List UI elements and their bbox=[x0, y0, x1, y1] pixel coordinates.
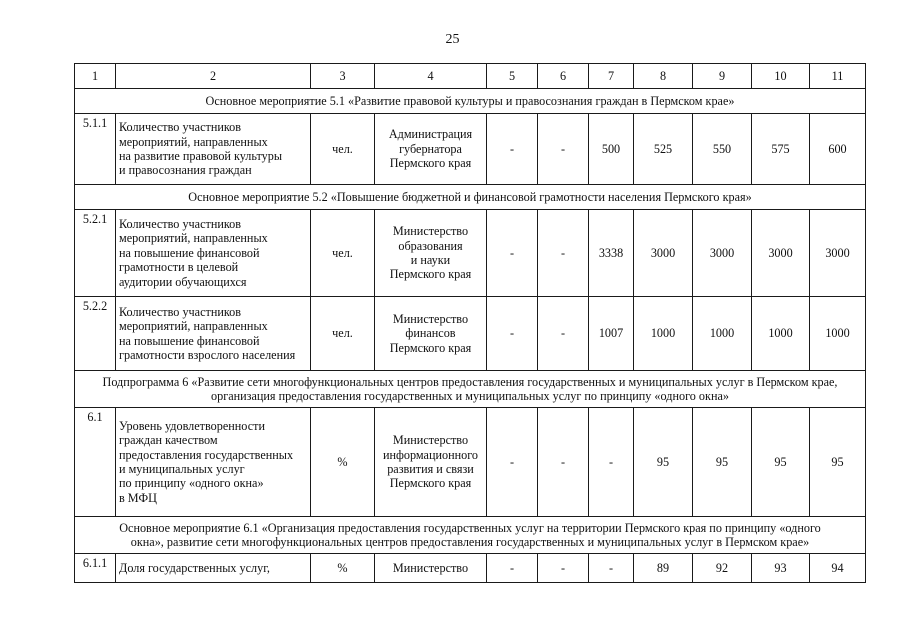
column-number-cell: 9 bbox=[693, 64, 752, 89]
value-cell: 92 bbox=[693, 554, 752, 583]
value-cell: - bbox=[589, 554, 634, 583]
column-number-cell: 11 bbox=[810, 64, 866, 89]
responsible-org: Министерство bbox=[375, 554, 487, 583]
column-number-cell: 6 bbox=[538, 64, 589, 89]
value-cell: 3000 bbox=[810, 210, 866, 297]
value-cell: 1000 bbox=[634, 297, 693, 371]
column-number-cell: 2 bbox=[116, 64, 311, 89]
row-number: 5.1.1 bbox=[75, 114, 116, 185]
column-number-cell: 1 bbox=[75, 64, 116, 89]
row-number: 6.1 bbox=[75, 408, 116, 517]
responsible-org: Министерство информационного развития и связи Пермского края bbox=[375, 408, 487, 517]
row-number: 5.2.2 bbox=[75, 297, 116, 371]
value-cell: - bbox=[538, 210, 589, 297]
value-cell: 3000 bbox=[752, 210, 810, 297]
section-title: Основное мероприятие 6.1 «Организация предоставления государственных услуг на территории Пермского края по принципу «одного окна», развитие сети многофункциональных центров предоставления государственных и муниципальных услуг в Пермском крае» bbox=[75, 517, 866, 554]
value-cell: 575 bbox=[752, 114, 810, 185]
value-cell: - bbox=[487, 554, 538, 583]
table-row bbox=[75, 408, 866, 517]
unit-cell: чел. bbox=[311, 210, 375, 297]
row-number: 6.1.1 bbox=[75, 554, 116, 583]
section-title: Подпрограмма 6 «Развитие сети многофункциональных центров предоставления государственных и муниципальных услуг в Пермском крае, организация предоставления государственных и муниципальных услуг по принципу «одного окна» bbox=[75, 371, 866, 408]
column-number-cell: 10 bbox=[752, 64, 810, 89]
indicators-table bbox=[74, 63, 866, 583]
indicator-name: Количество участников мероприятий, направленных на повышение финансовой грамотности взрослого населения bbox=[116, 297, 311, 371]
section-row bbox=[75, 89, 866, 114]
column-number-cell: 4 bbox=[375, 64, 487, 89]
section-title: Основное мероприятие 5.1 «Развитие правовой культуры и правосознания граждан в Пермском крае» bbox=[75, 89, 866, 114]
column-number-cell: 8 bbox=[634, 64, 693, 89]
value-cell: 1007 bbox=[589, 297, 634, 371]
value-cell: 525 bbox=[634, 114, 693, 185]
value-cell: - bbox=[487, 114, 538, 185]
responsible-org: Министерство образования и науки Пермского края bbox=[375, 210, 487, 297]
value-cell: - bbox=[487, 408, 538, 517]
row-number: 5.2.1 bbox=[75, 210, 116, 297]
unit-cell: чел. bbox=[311, 297, 375, 371]
value-cell: 3000 bbox=[634, 210, 693, 297]
indicator-name: Доля государственных услуг, bbox=[116, 554, 311, 583]
value-cell: 600 bbox=[810, 114, 866, 185]
value-cell: 95 bbox=[693, 408, 752, 517]
section-row bbox=[75, 185, 866, 210]
page-number: 25 bbox=[445, 32, 460, 47]
column-number-cell: 7 bbox=[589, 64, 634, 89]
value-cell: 550 bbox=[693, 114, 752, 185]
column-number-cell: 5 bbox=[487, 64, 538, 89]
column-number-cell: 3 bbox=[311, 64, 375, 89]
value-cell: - bbox=[487, 210, 538, 297]
value-cell: 94 bbox=[810, 554, 866, 583]
value-cell: 3000 bbox=[693, 210, 752, 297]
value-cell: 500 bbox=[589, 114, 634, 185]
table-row bbox=[75, 114, 866, 185]
value-cell: - bbox=[487, 297, 538, 371]
section-row bbox=[75, 371, 866, 408]
value-cell: - bbox=[538, 297, 589, 371]
value-cell: 1000 bbox=[693, 297, 752, 371]
indicator-name: Количество участников мероприятий, направленных на развитие правовой культуры и правосознания граждан bbox=[116, 114, 311, 185]
section-title: Основное мероприятие 5.2 «Повышение бюджетной и финансовой грамотности населения Пермского края» bbox=[75, 185, 866, 210]
value-cell: 95 bbox=[634, 408, 693, 517]
value-cell: 1000 bbox=[810, 297, 866, 371]
value-cell: 95 bbox=[752, 408, 810, 517]
table-row bbox=[75, 554, 866, 583]
table-row bbox=[75, 297, 866, 371]
unit-cell: % bbox=[311, 554, 375, 583]
value-cell: - bbox=[538, 554, 589, 583]
indicator-name: Количество участников мероприятий, направленных на повышение финансовой грамотности в целевой аудитории обучающихся bbox=[116, 210, 311, 297]
column-number-row bbox=[75, 64, 866, 89]
section-row bbox=[75, 517, 866, 554]
unit-cell: % bbox=[311, 408, 375, 517]
value-cell: - bbox=[538, 408, 589, 517]
value-cell: - bbox=[538, 114, 589, 185]
value-cell: 89 bbox=[634, 554, 693, 583]
unit-cell: чел. bbox=[311, 114, 375, 185]
indicator-name: Уровень удовлетворенности граждан качеством предоставления государственных и муниципальных услуг по принципу «одного окна» в МФЦ bbox=[116, 408, 311, 517]
value-cell: 3338 bbox=[589, 210, 634, 297]
value-cell: 93 bbox=[752, 554, 810, 583]
value-cell: 1000 bbox=[752, 297, 810, 371]
table-row bbox=[75, 210, 866, 297]
value-cell: 95 bbox=[810, 408, 866, 517]
responsible-org: Министерство финансов Пермского края bbox=[375, 297, 487, 371]
value-cell: - bbox=[589, 408, 634, 517]
responsible-org: Администрация губернатора Пермского края bbox=[375, 114, 487, 185]
